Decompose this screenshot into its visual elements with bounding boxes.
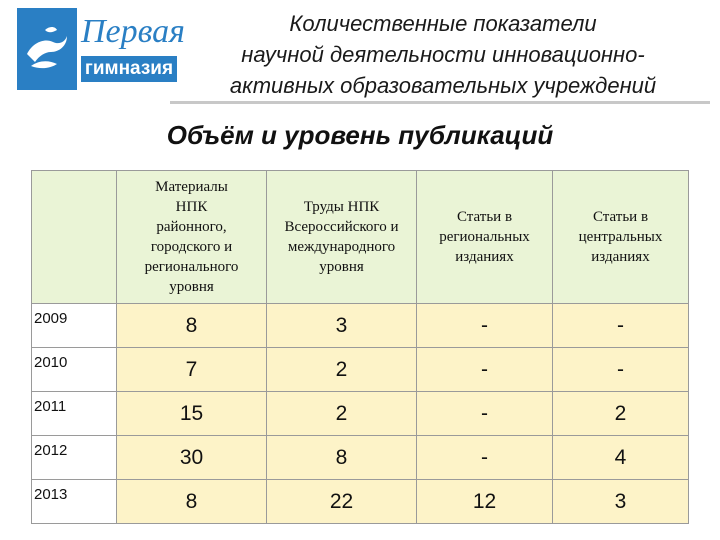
- table-row: [32, 436, 689, 480]
- year-cell: 2009: [32, 304, 117, 348]
- header-line-2: научной деятельности инновационно-: [241, 42, 645, 67]
- year-cell: 2011: [32, 392, 117, 436]
- value-cell: 22: [267, 480, 417, 524]
- year-cell: 2013: [32, 480, 117, 524]
- value-cell: 8: [267, 436, 417, 480]
- section-title: Объём и уровень публикаций: [166, 120, 554, 150]
- table-row: [32, 348, 689, 392]
- header-cell-central-articles: Статьи в центральных изданиях: [553, 171, 689, 304]
- header-line-1: Количественные показатели: [289, 11, 597, 36]
- value-cell: 7: [117, 348, 267, 392]
- value-cell: 2: [553, 392, 689, 436]
- gymnasium-logo: [17, 8, 185, 90]
- logo-subtitle: гимназия: [81, 56, 177, 82]
- publications-table: [31, 170, 689, 524]
- value-cell: 30: [117, 436, 267, 480]
- value-cell: 2: [267, 348, 417, 392]
- table-header-row: [32, 171, 689, 304]
- value-cell: 8: [117, 480, 267, 524]
- header-cell-regional-articles: Статьи в региональных изданиях: [417, 171, 553, 304]
- value-cell: 15: [117, 392, 267, 436]
- value-cell: -: [417, 348, 553, 392]
- value-cell: 4: [553, 436, 689, 480]
- value-cell: 3: [553, 480, 689, 524]
- value-cell: 3: [267, 304, 417, 348]
- value-cell: -: [417, 304, 553, 348]
- table-row: [32, 304, 689, 348]
- hand-dove-icon: [23, 20, 71, 80]
- page-header: [188, 8, 698, 101]
- header-cell-npk-national: Труды НПК Всероссийского и международного уровня: [267, 171, 417, 304]
- header-cell-npk-regional: Материалы НПК районного, городского и регионального уровня: [117, 171, 267, 304]
- header-line-3: активных образовательных учреждений: [229, 73, 657, 98]
- value-cell: -: [553, 348, 689, 392]
- table-row: [32, 480, 689, 524]
- value-cell: -: [417, 392, 553, 436]
- value-cell: 2: [267, 392, 417, 436]
- logo-title: Первая: [81, 13, 185, 50]
- table-row: [32, 392, 689, 436]
- value-cell: -: [553, 304, 689, 348]
- logo-badge: [17, 8, 77, 90]
- value-cell: 12: [417, 480, 553, 524]
- value-cell: -: [417, 436, 553, 480]
- header-cell-corner: [32, 171, 117, 304]
- year-cell: 2010: [32, 348, 117, 392]
- header-divider: [170, 101, 710, 104]
- value-cell: 8: [117, 304, 267, 348]
- year-cell: 2012: [32, 436, 117, 480]
